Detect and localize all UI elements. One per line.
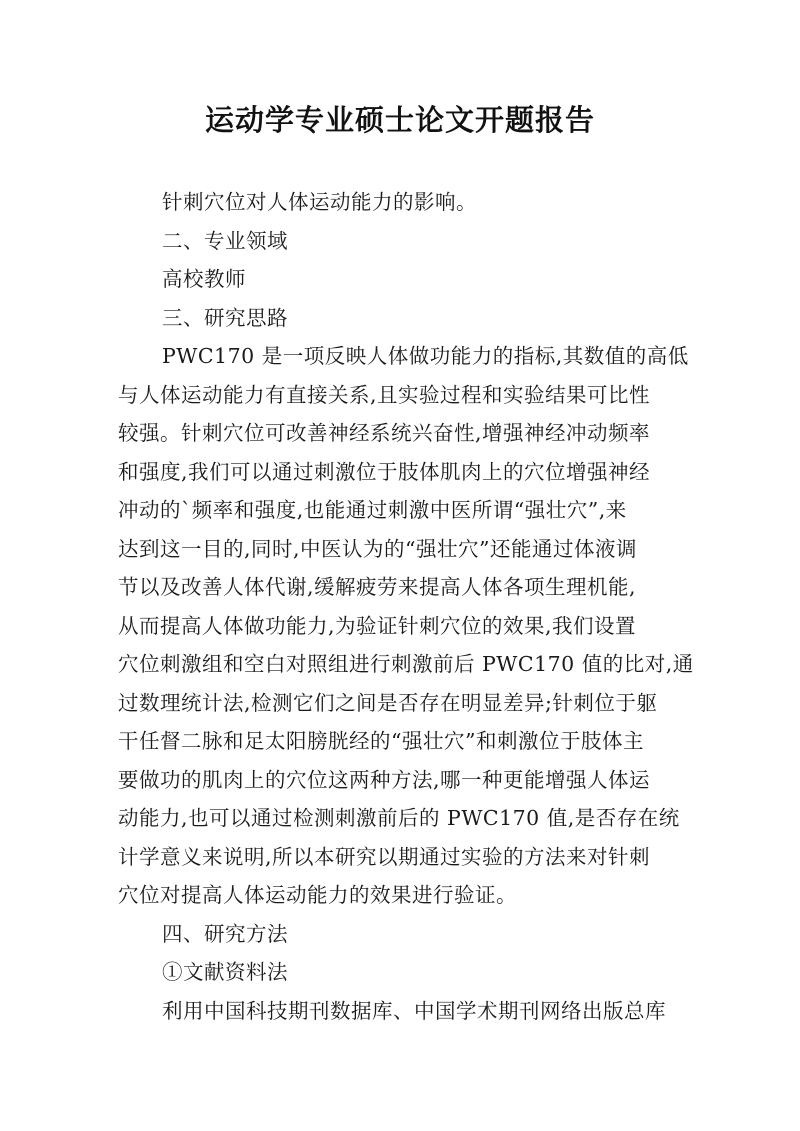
text-line: 干任督二脉和足太阳膀胱经的“强壮穴”和刺激位于肢体主 [118,729,644,753]
text-line: 节以及改善人体代谢,缓解疲劳来提高人体各项生理机能, [118,575,637,599]
text-line: 较强。针刺穴位可改善神经系统兴奋性,增强神经冲动频率 [118,421,651,445]
text-line: 达到这一目的,同时,中医认为的“强壮穴”还能通过体液调 [118,536,637,561]
text-line: 从而提高人体做功能力,为验证针刺穴位的效果,我们设置 [118,613,637,638]
document-body [118,183,694,1030]
text-line: 针刺穴位对人体运动能力的影响。 [162,190,477,214]
document-title: 运动学专业硕士论文开题报告 [204,103,595,137]
text-line: 动能力,也可以通过检测刺激前后的 PWC170 值,是否存在统 [118,806,680,830]
text-line: 穴位对提高人体运动能力的效果进行验证。 [118,883,517,907]
section-heading: 二、专业领域 [162,228,288,253]
section-heading: 三、研究思路 [162,305,288,330]
text-line: 冲动的`频率和强度,也能通过刺激中医所谓“强壮穴”,来 [118,498,627,522]
text-line: 要做功的肌肉上的穴位这两种方法,哪一种更能增强人体运 [118,767,651,792]
text-line: 利用中国科技期刊数据库、中国学术期刊网络出版总库 [162,998,666,1023]
text-line: 穴位刺激组和空白对照组进行刺激前后 PWC170 值的比对,通 [118,652,694,676]
text-line: 与人体运动能力有直接关系,且实验过程和实验结果可比性 [118,382,651,407]
subsection-heading: ①文献资料法 [162,960,288,984]
text-line: 和强度,我们可以通过刺激位于肢体肌肉上的穴位增强神经 [118,459,651,484]
text-line: PWC170 是一项反映人体做功能力的指标,其数值的高低 [162,344,689,368]
text-line: 计学意义来说明,所以本研究以期通过实验的方法来对针刺 [118,844,651,869]
text-line: 高校教师 [162,267,246,291]
section-heading: 四、研究方法 [162,921,288,946]
text-line: 过数理统计法,检测它们之间是否存在明显差异;针刺位于躯 [118,690,658,715]
